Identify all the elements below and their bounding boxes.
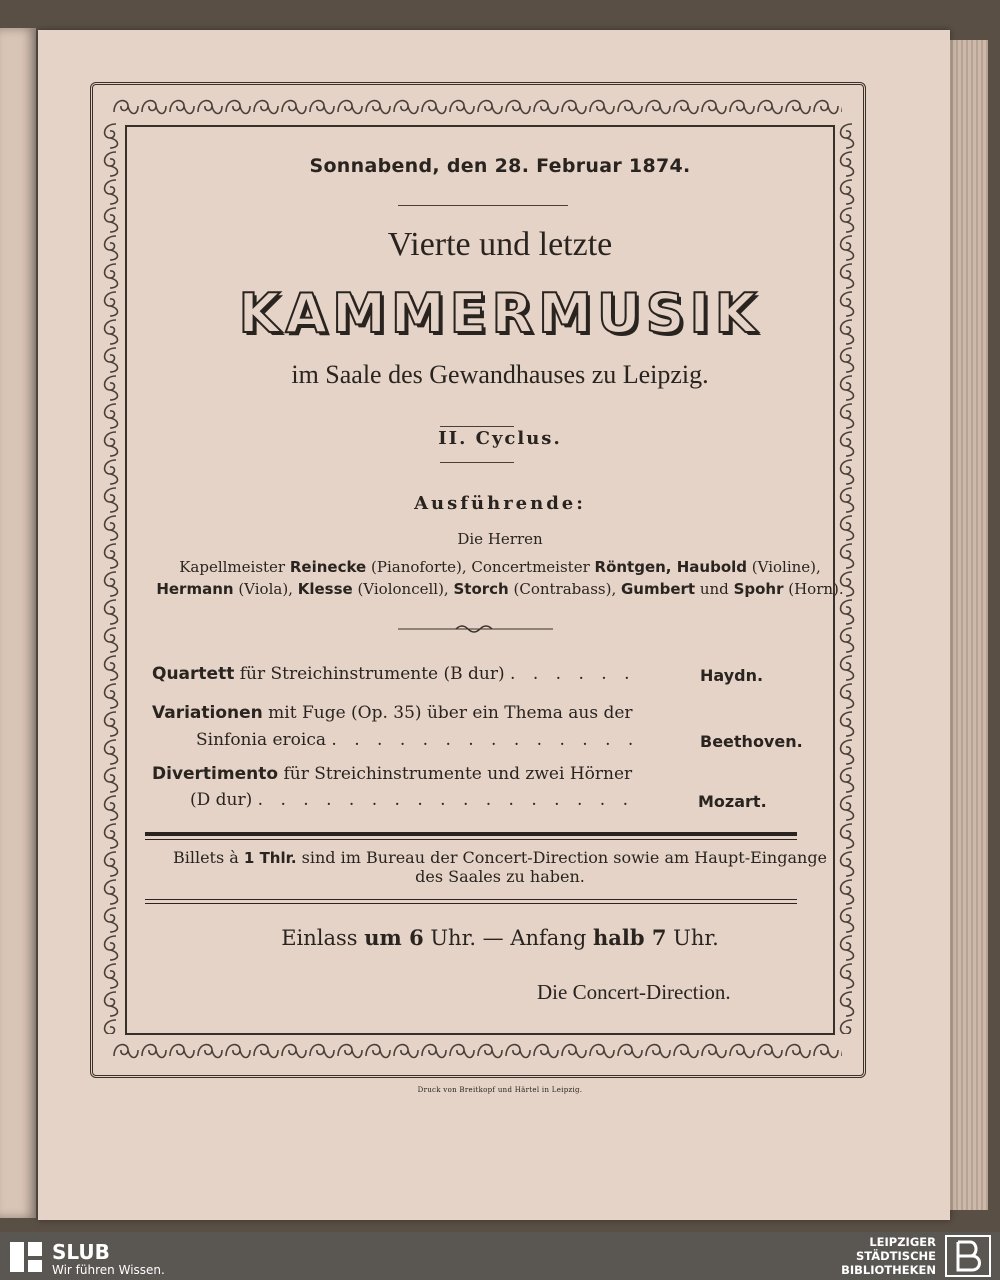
admission-times: Einlass um 6 Uhr. — Anfang halb 7 Uhr. bbox=[281, 925, 719, 950]
footer-bar bbox=[0, 1232, 1000, 1280]
slub-name: SLUB bbox=[52, 1240, 110, 1264]
facing-page-edge bbox=[0, 28, 36, 1218]
divider bbox=[440, 462, 514, 463]
library-logo-icon bbox=[944, 1234, 992, 1278]
program-item: Variationen mit Fuge (Op. 35) über ein Thema aus der bbox=[152, 703, 633, 723]
program-item: Quartett für Streichinstrumente (B dur) . . . . . . Haydn. bbox=[152, 664, 764, 685]
divider bbox=[398, 205, 568, 206]
divider bbox=[440, 426, 514, 427]
performers-line: Hermann (Viola), Klesse (Violoncell), Storch (Contrabass), Gumbert und Spohr (Horn). bbox=[156, 580, 844, 598]
cycle: II. Cyclus. bbox=[438, 428, 562, 449]
page-stack-edge bbox=[948, 40, 988, 1210]
main-title: KAMMERMUSIK bbox=[238, 282, 762, 345]
divider-thin bbox=[145, 839, 797, 840]
ornament-divider bbox=[398, 623, 553, 635]
venue: im Saale des Gewandhauses zu Leipzig. bbox=[291, 360, 709, 389]
tickets-info: Billets à 1 Thlr. sind im Bureau der Concert-Direction sowie am Haupt-Eingange des Saales zu haben. bbox=[172, 848, 828, 886]
title-prefix: Vierte und letzte bbox=[387, 226, 613, 263]
printer-note: Druck von Breitkopf und Härtel in Leipzig. bbox=[417, 1086, 583, 1094]
signature: Die Concert-Direction. bbox=[537, 980, 731, 1004]
performers-heading: Ausführende: bbox=[414, 493, 586, 514]
performers-intro: Die Herren bbox=[457, 530, 543, 548]
scroll-ornament-top bbox=[112, 92, 842, 120]
library-name: LEIPZIGER STÄDTISCHE BIBLIOTHEKEN bbox=[841, 1235, 936, 1277]
program-item: Divertimento für Streichinstrumente und zwei Hörner bbox=[152, 764, 633, 784]
concert-date: Sonnabend, den 28. Februar 1874. bbox=[309, 155, 691, 177]
divider-thin bbox=[145, 903, 797, 904]
slub-logo-icon bbox=[8, 1240, 44, 1274]
program-item-continued: (D dur) . . . . . . . . . . . . . . . . . Mozart. bbox=[190, 790, 767, 811]
scroll-ornament-bottom bbox=[112, 1036, 842, 1064]
slub-claim: Wir führen Wissen. bbox=[52, 1263, 165, 1277]
performers-line: Kapellmeister Reinecke (Pianoforte), Concertmeister Röntgen, Haubold (Violine), bbox=[179, 558, 821, 576]
program-item-continued: Sinfonia eroica . . . . . . . . . . . . . . Beethoven. bbox=[196, 730, 803, 751]
divider-thick bbox=[145, 832, 797, 836]
divider-thin bbox=[145, 899, 797, 900]
